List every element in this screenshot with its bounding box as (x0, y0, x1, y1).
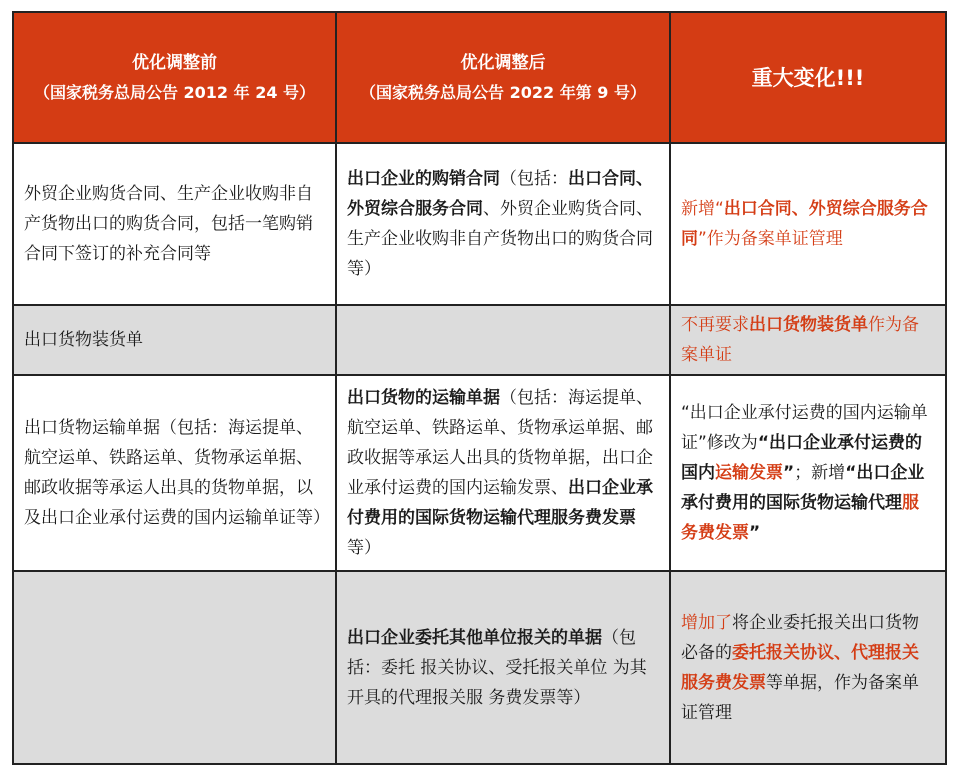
row2-change-highlight: 出口货物装货单 (749, 315, 868, 335)
row1-change-highlight: 出口合同、外贸综合服务合同 (681, 199, 928, 249)
row2-after-cell (336, 305, 670, 375)
row3-after-bold-1: 出口货物的运输单据 (347, 388, 500, 408)
row1-after-bold-2: 出口合同、外贸综合服务合同 (347, 169, 653, 219)
row3-change-text-1: “出口企业承付运费的国内运输单证”修改为 (681, 403, 928, 453)
row4-after-text-1: （包括：委托 报关协议、受托报关单位 为其开具的代理报关服 务费发票等） (347, 627, 647, 708)
row3-change-cell (670, 375, 946, 571)
row4-change-text-1: 将企业委托报关出口货物必备的 (681, 612, 919, 663)
row1-change-cell (670, 143, 946, 305)
header-row (13, 12, 946, 143)
table-row (13, 375, 946, 571)
table-row (13, 571, 946, 764)
row1-before-cell: 外贸企业购货合同、生产企业收购非自产货物出口的购货合同，包括一笔购销合同下签订的补充合同等 (13, 143, 336, 305)
row4-after-cell (336, 571, 670, 764)
row4-change-highlight-2: 委托报关协议、代理报关服务费发票 (681, 642, 919, 693)
row2-before-cell: 出口货物装货单 (13, 305, 336, 375)
header-after-subtitle: （国家税务总局公告 2022 年第 9 号） (360, 82, 646, 102)
row1-change-text-1: 新增“ (681, 199, 724, 219)
row2-change-text-1: 不再要求 (681, 315, 749, 335)
row4-change-cell (670, 571, 946, 764)
row3-after-text-1: （包括：海运提单、航空运单、铁路运单、货物承运单据、邮政收据等承运人出具的货物单据，出口企业承付运费的国内运输发票、 (347, 388, 653, 498)
row2-change-cell (670, 305, 946, 375)
row4-before-cell (13, 571, 336, 764)
row1-after-text-2: 、外贸企业购货合同、生产企业收购非自产货物出口的购货合同等） (347, 199, 653, 279)
row3-change-bold-2: ” (783, 463, 795, 483)
row3-after-bold-2: 出口企业承付费用的国际货物运输代理服务费发票 (347, 478, 653, 528)
row1-after-cell (336, 143, 670, 305)
row1-after-bold-1: 出口企业的购销合同 (347, 169, 500, 189)
header-before (13, 12, 336, 143)
header-before-title: 优化调整前 (132, 52, 217, 73)
table-row (13, 305, 946, 375)
comparison-table (12, 11, 947, 765)
row3-before-cell: 出口货物运输单据（包括：海运提单、航空运单、铁路运单、货物承运单据、邮政收据等承运人出具的货物单据，以及出口企业承付运费的国内运输单证等） (13, 375, 336, 571)
header-after-title: 优化调整后 (460, 52, 546, 73)
row4-change-text-2: 等单据，作为备案单证管理 (681, 672, 919, 723)
row3-after-text-2: 等） (347, 538, 381, 558)
row1-after-text-1: （包括： (500, 169, 568, 189)
row4-change-highlight-1: 增加了 (681, 612, 732, 633)
row3-change-bold-4: ” (749, 523, 761, 543)
header-change-title: 重大变化!!! (751, 65, 865, 90)
header-change (670, 12, 946, 143)
row4-after-bold-1: 出口企业委托其他单位报关的单据 (347, 627, 602, 648)
row1-change-text-2: ”作为备案单证管理 (698, 229, 843, 249)
row3-after-cell (336, 375, 670, 571)
row3-change-bold-3: “出口企业承付费用的国际货物运输代理 (681, 463, 925, 513)
row3-change-highlight-1: 运输发票 (715, 463, 783, 483)
row3-change-highlight-2: 服务费发票 (681, 493, 919, 543)
header-before-subtitle: （国家税务总局公告 2012 年 24 号） (33, 82, 316, 102)
row2-change-text-2: 作为备案单证 (681, 315, 919, 365)
header-after (336, 12, 670, 143)
table-row (13, 143, 946, 305)
row3-change-bold-1: “出口企业承付运费的国内 (681, 433, 922, 483)
row3-change-text-2: ；新增 (794, 463, 846, 483)
